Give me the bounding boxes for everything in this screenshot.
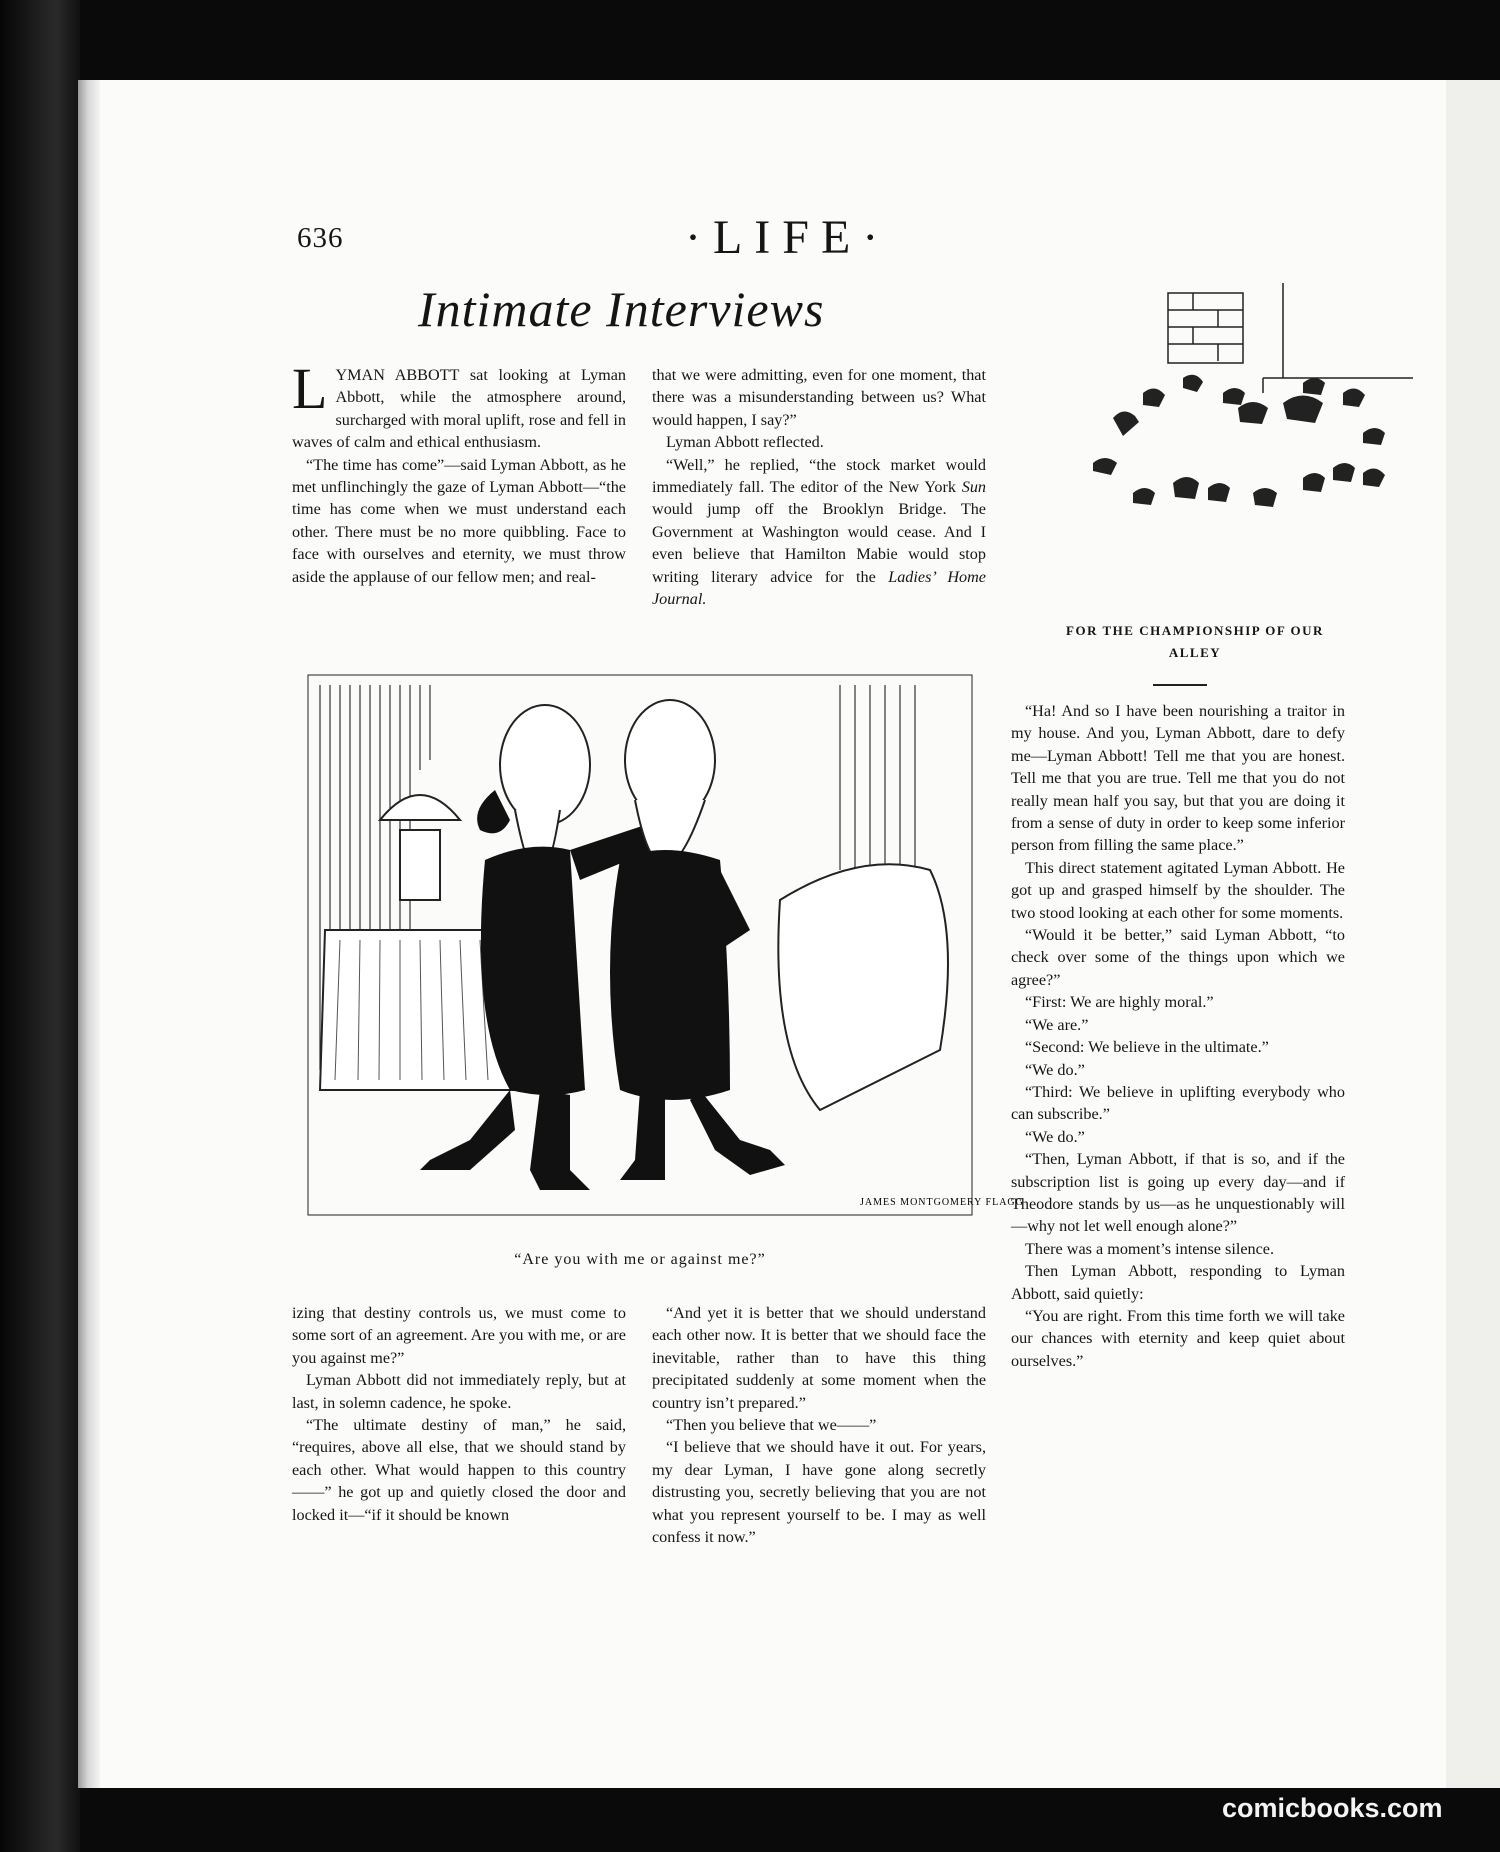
paragraph: Lyman Abbott reflected. (666, 433, 824, 452)
page-number: 636 (297, 222, 344, 254)
paragraph: “Ha! And so I have been nourishing a traitor in my house. And you, Lyman Abbott, dare to defy me—Lyman Abbott! Tell me that you are honest. Tell me that you are true. Tell me that you do not really mean half you say, but that you are doing it from a sense of duty in order to keep some inferior person from filling the same place.” (1011, 702, 1345, 855)
paragraph: “Well,” he replied, “the stock market would immediately fall. The editor of the New York Sun would jump off the Brooklyn Bridge. The Government at Washington would cease. And I even believe that Hamilton Mabie would stop writing literary advice for the Ladies’ Home Journal. (652, 455, 986, 609)
paragraph: “Then, Lyman Abbott, if that is so, and if the subscription list is going up every day—and if Theodore stands by us—as he unquestionably will—why not let well enough alone?” (1011, 1150, 1345, 1236)
paragraph: “We are.” (1025, 1015, 1089, 1034)
paragraph: “We do.” (1025, 1127, 1085, 1146)
paragraph: “We do.” (1025, 1060, 1085, 1079)
birds-cartoon (1033, 283, 1413, 608)
paragraph: “And yet it is better that we should understand each other now. It is better that we should face the inevitable, rather than to have this thing precipitated suddenly at some moment when the country isn’t prepared.” (652, 1304, 986, 1412)
paragraph: LYMAN ABBOTT sat looking at Lyman Abbott, while the atmosphere around, surcharged with moral uplift, rose and fell in waves of calm and ethical enthusiasm. (292, 356, 626, 452)
column-3 (1011, 700, 1345, 1372)
scan-background (0, 0, 80, 1852)
artist-signature: JAMES MONTGOMERY FLAGG (860, 1197, 1024, 1208)
paragraph: izing that destiny controls us, we must come to some sort of an agreement. Are you with me, or are you against me?” (292, 1304, 626, 1367)
paragraph: Then Lyman Abbott, responding to Lyman Abbott, said quietly: (1011, 1262, 1345, 1303)
source-watermark: comicbooks.com (1222, 1793, 1443, 1823)
paragraph: “You are right. From this time forth we will take our chances with eternity and keep quiet about ourselves.” (1011, 1306, 1345, 1370)
paragraph: “Third: We believe in uplifting everybody who can subscribe.” (1011, 1082, 1345, 1124)
paragraph: “The ultimate destiny of man,” he said, “requires, above all else, that we should stand by each other. What would happen to this country——” he got up and quietly closed the door and locked it—“if it should be known (292, 1416, 626, 1524)
paragraph: Lyman Abbott did not immediately reply, but at last, in solemn cadence, he spoke. (292, 1371, 626, 1412)
column-2-bottom (652, 1302, 986, 1548)
paragraph: “Would it be better,” said Lyman Abbott, “to check over some of the things upon which we agree?” (1011, 926, 1345, 989)
paragraph: “The time has come”—said Lyman Abbott, as he met unflinchingly the gaze of Lyman Abbott—“the time has come when we must understand each other. There must be no more quibbling. Face to face with ourselves and eternity, we must throw aside the applause of our fellow men; and real- (292, 455, 626, 586)
paragraph: “Then you believe that we——” (666, 1416, 877, 1435)
column-2-top (652, 364, 986, 610)
paragraph: This direct statement agitated Lyman Abbott. He got up and grasped himself by the shoulder. The two stood looking at each other for some moments. (1011, 858, 1345, 922)
article-title: Intimate Interviews (418, 281, 825, 337)
drop-cap: L (292, 356, 328, 421)
paragraph: “First: We are highly moral.” (1025, 993, 1214, 1012)
masthead: ·LIFE· (685, 211, 891, 264)
cartoon-caption: FOR THE CHAMPIONSHIP OF OUR ALLEY (1066, 623, 1324, 660)
divider-rule (1153, 684, 1207, 686)
page-spine-shadow (78, 80, 100, 1788)
column-1-bottom (292, 1302, 626, 1526)
flagg-illustration (300, 670, 1024, 1235)
paragraph: “I believe that we should have it out. For years, my dear Lyman, I have gone along secretly distrusting you, secretly believing that you are not what you represent yourself to be. I may as well confess it now.” (652, 1438, 986, 1547)
paragraph: that we were admitting, even for one moment, that there was a misunderstanding between us? What would happen, I say?” (652, 366, 986, 429)
column-1-top (292, 356, 626, 588)
paragraph: There was a moment’s intense silence. (1025, 1239, 1275, 1258)
illustration-caption: “Are you with me or against me?” (514, 1251, 766, 1268)
paragraph: “Second: We believe in the ultimate.” (1025, 1038, 1269, 1057)
